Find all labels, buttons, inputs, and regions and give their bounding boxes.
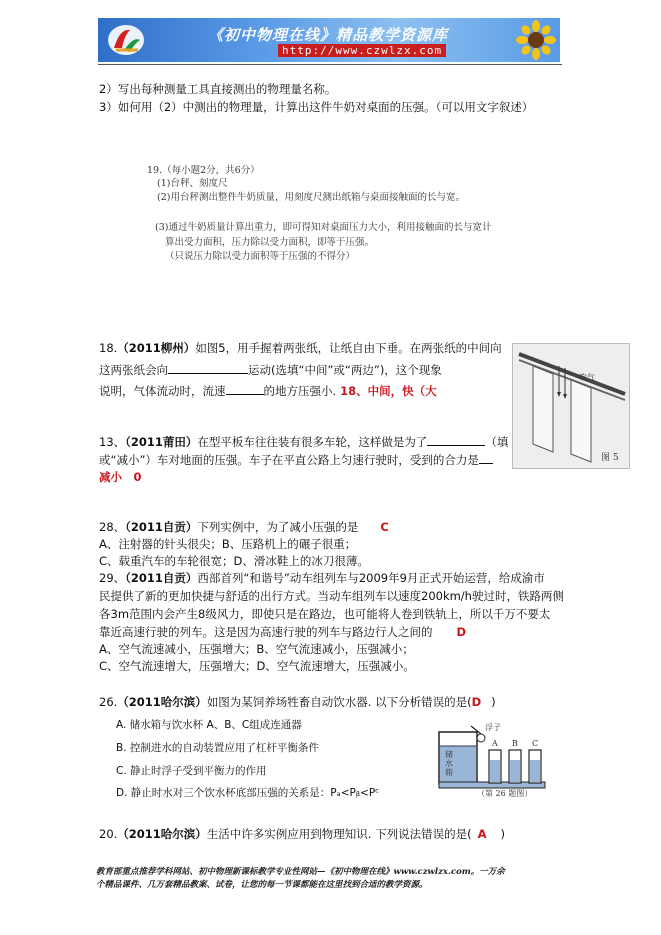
q28-answer: C: [380, 520, 389, 534]
fig26-label-a: A: [492, 739, 498, 748]
q18-answer: 18、中间，快（大: [340, 384, 437, 398]
fig5-wind-label: 吹气: [579, 373, 595, 382]
q13-line-2: [99, 452, 493, 468]
q13-line-1: [99, 434, 508, 450]
q18-line-2: [99, 362, 442, 378]
q26-option-b: B. 控制进水的自动装置应用了杠杆平衡条件: [116, 742, 319, 754]
header-divider: [98, 64, 562, 65]
q13-text-c: 或“减小”）车对地面的压强。车子在平直公路上匀速行驶时，受到的合力是: [99, 453, 479, 467]
q29-line-4: [99, 625, 466, 640]
intro-line-3: 3）如何用（2）中测出的物理量，计算出这件牛奶对桌面的压强。（可以用文字叙述）: [99, 100, 534, 114]
q13-blank-2: [479, 452, 493, 464]
answer-scan-line-5: （只说压力除以受力面积等于压强的不得分）: [165, 251, 356, 262]
q26-line-1: [99, 695, 496, 710]
q28-source: （2011自贡）: [125, 520, 198, 534]
q18-text: 如图5，用手握着两张纸，让纸自由下垂。在两张纸的中间向: [195, 341, 502, 355]
q18-text-d: 的地方压强小.: [263, 384, 337, 398]
q20-paren-close: ): [500, 827, 506, 841]
q26-source: （2011哈尔滨）: [117, 695, 207, 709]
fig26-label-b: B: [512, 739, 518, 748]
q26-option-d: D. 静止时水对三个饮水杯底部压强的关系是：Pₐ<Pᵦ<Pᶜ: [116, 787, 380, 799]
figure-26: [437, 720, 549, 800]
site-logo-icon: [106, 22, 146, 58]
q28-line-1: [99, 520, 389, 535]
q18-text-b: 运动(选填“中间”或“两边”)，这个现象: [248, 363, 442, 377]
q28-options-ab: A、注射器的针头很尖；B、压路机上的碾子很重；: [99, 537, 357, 551]
q20-line-1: [99, 827, 505, 842]
q13-text-a: 在型平板车往往装有很多车轮，这样做是为了: [197, 435, 428, 449]
q20-answer: A: [477, 827, 487, 841]
footer-line-1: 教育部重点推荐学科网站、初中物理新课标教学专业性网站—《初中物理在线》www.czwlzx.com。一万余: [96, 867, 505, 877]
q13-number: 13、: [99, 435, 126, 449]
q26-option-a: A. 储水箱与饮水杯 A、B、C组成连通器: [116, 719, 302, 731]
figure-5: [512, 343, 630, 469]
q26-option-c: C. 静止时浮子受到平衡力的作用: [116, 765, 267, 777]
q29-line-2: 民提供了新的更加快捷与舒适的出行方式。当动车组列车以速度200km/h驶过时，铁路两侧: [99, 589, 564, 603]
answer-scan-heading: 19.（每小题2分，共6分）: [147, 165, 260, 176]
q29-answer: D: [456, 625, 467, 639]
q13-source: （2011莆田）: [125, 435, 198, 449]
footer-line-2: 个精品课件、几万套精品教案、试卷，让您的每一节课都能在这里找到合适的教学资源。: [96, 880, 428, 890]
answer-scan-line-2: (2)用台秤测出整件牛奶质量，用刻度尺测出纸箱与桌面接触面的长与宽。: [157, 192, 465, 203]
q26-answer: D: [471, 695, 482, 709]
q29-line-3: 各3m范围内会产生8级风力，即使只是在路边，也可能将人卷到铁轨上，所以千万不要太: [99, 607, 551, 621]
q29-source: （2011自贡）: [125, 571, 198, 585]
q18-source: （2011柳州）: [117, 341, 196, 355]
fig26-tank-label: 储水箱: [445, 750, 453, 777]
q13-answer: 减小 0: [99, 470, 142, 484]
intro-line-2: 2）写出每种测量工具直接测出的物理量名称。: [99, 82, 337, 96]
fig5-caption: 图 5: [601, 453, 619, 463]
q29-options-cd: C、空气流速增大，压强增大；D、空气流速增大，压强减小。: [99, 659, 415, 673]
q26-text: 如图为某饲养场牲畜自动饮水器. 以下分析错误的是(: [206, 695, 472, 709]
fig26-caption: （第 26 题图）: [477, 789, 533, 798]
q20-number: 20.: [99, 827, 118, 841]
q29-line-1: [99, 571, 545, 586]
q18-line-1: [99, 341, 502, 356]
fig26-label-c: C: [532, 739, 539, 748]
answer-scan-line-4: 算出受力面积，压力除以受力面积，即等于压强。: [165, 237, 375, 248]
q18-blank-1: [168, 362, 248, 374]
q26-number: 26.: [99, 695, 118, 709]
q28-number: 28、: [99, 520, 126, 534]
site-url[interactable]: http://www.czwlzx.com: [278, 44, 446, 57]
q13-blank-1: [427, 434, 485, 446]
fig26-float-label: 浮子: [485, 723, 501, 732]
q28-text: 下列实例中，为了减小压强的是: [197, 520, 359, 534]
site-title: 《初中物理在线》精品教学资源库: [208, 26, 449, 44]
q20-source: （2011哈尔滨）: [117, 827, 207, 841]
q26-paren-close: ): [491, 695, 496, 709]
q20-text: 生活中许多实例应用到物理知识. 下列说法错误的是(: [206, 827, 472, 841]
answer-scan-line-3: (3)通过牛奶质量计算出重力，即可得知对桌面压力大小，利用接触面的长与宽计: [155, 222, 492, 233]
q18-number: 18.: [99, 341, 118, 355]
q28-options-cd: C、载重汽车的车轮很宽；D、滑冰鞋上的冰刀很薄。: [99, 554, 369, 568]
header-banner: [98, 18, 560, 62]
answer-scan-line-1: (1)台秤、刻度尺: [157, 178, 228, 189]
q29-text-4: 靠近高速行驶的列车。这是因为高速行驶的列车与路边行人之间的: [99, 625, 433, 639]
q18-text-c: 说明，气体流动时，流速: [99, 384, 226, 398]
q18-line-3: [99, 383, 437, 399]
q18-text-a: 这两张纸会向: [99, 363, 168, 377]
q13-text-b: （填: [485, 435, 509, 449]
q29-text-1: 西部首列“和谐号”动车组列车与2009年9月正式开始运营，给成渝市: [197, 571, 545, 585]
q29-options-ab: A、空气流速减小，压强增大；B、空气流速减小，压强减小；: [99, 642, 414, 656]
q18-blank-2: [226, 383, 264, 395]
q29-number: 29、: [99, 571, 126, 585]
sunflower-icon: [516, 20, 556, 60]
